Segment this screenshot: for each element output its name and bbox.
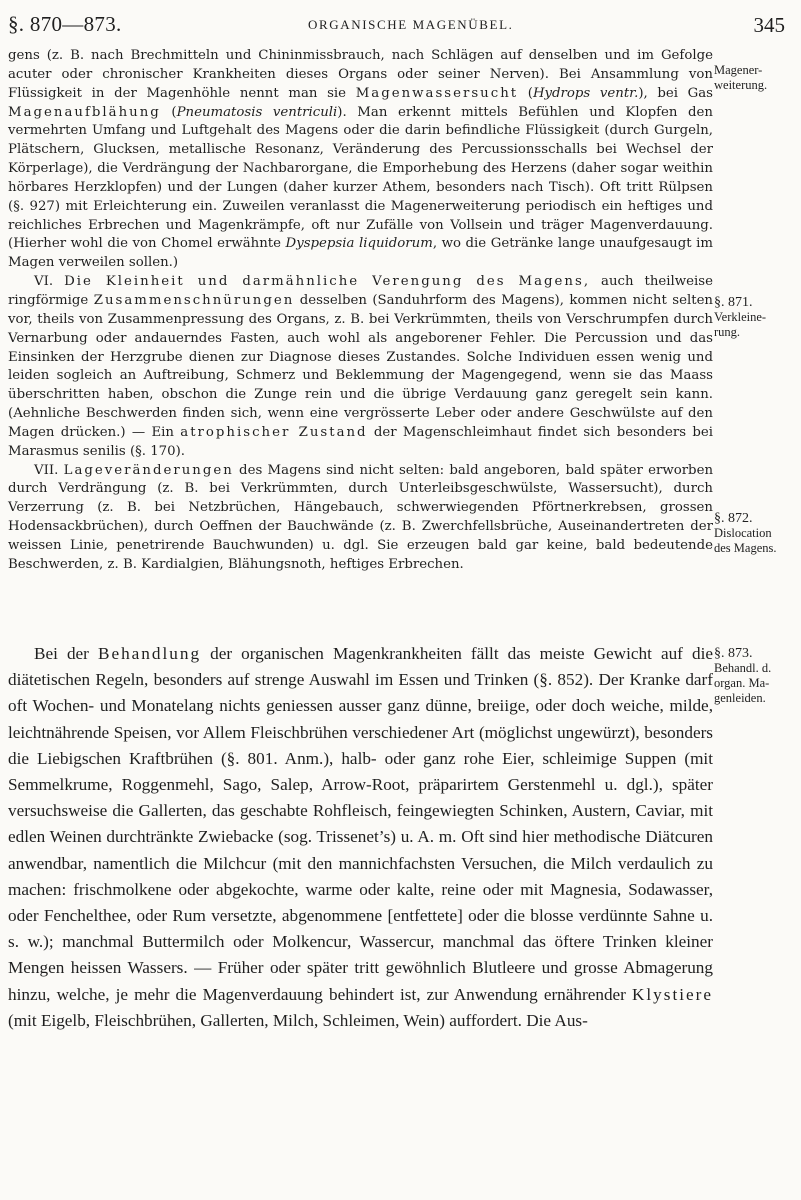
text-run: (: [160, 104, 177, 120]
page-number: 345: [753, 13, 785, 37]
latin-term: Hydrops ventr.: [532, 85, 639, 101]
text-run: (: [518, 85, 533, 101]
margin-note-line: Magener-: [714, 63, 763, 77]
page-header: [8, 12, 789, 46]
margin-section-number: §. 873.: [714, 646, 753, 661]
paragraph-verkleinerung: [8, 273, 713, 461]
term-atrophischer-zustand: atrophischer Zustand: [180, 424, 368, 440]
margin-note-line: Verkleine-: [714, 310, 767, 324]
text-run: der Magenschleimhaut findet sich besonders bei Marasmus senilis (§. 170).: [8, 424, 714, 459]
term-klystiere: Klystiere: [631, 984, 713, 1004]
section-range: §. 870—873.: [8, 12, 122, 36]
text-run: des Magens sind nicht selten: bald angeboren, bald später erworben durch Verdrängung (z. B. bei Verkrümmten, durch Unterleibsgeschwülste, Wassersucht), durch Verzerrung (z. B. bei Netzbrüchen, Hängebauch, schwerwiegenden Pförtnerkrebsen, grossen Hodensackbrüchen), durch Oeffnen der Bauchwände (z. B. Zwerchfellsbrüche, Auseinandertreten der weissen Linie, penetrirende Bauchwunden) u. dgl. Sie erzeugen bald gar keine, bald bedeutende Beschwerden, z. B. Kardialgien, Blähungsnoth, heftiges Erbrechen.: [8, 462, 714, 572]
latin-term: Dyspepsia liquidorum: [285, 236, 433, 252]
text-run: auch theilweise ringförmige: [8, 274, 713, 308]
text-run: desselben (Sanduhrform des Magens), kommen nicht selten vor, theils von Zusammenpressung des Organs, z. B. bei Verkrümmten, theils von Verschrumpfen durch Vernarbung oder andauerndes Fasten, auch wohl als angeborener Fehler. Die Percussion und das Einsinken der Herzgrube dienen zur Diagnose dieses Zustandes. Solche Individuen essen wenig und leiden sogleich an Auftreibung, Schmerz und Beklemmung der Magengegend, wenn sie das Maass überschritten haben, obschon die Zunge rein und die übrige Verdauung ganz geregelt sein kann. (Aehnliche Beschwerden finden sich, wenn eine vergrösserte Leber oder andere Geschwülste auf den Magen drücken.) — Ein: [8, 292, 713, 440]
term-magenwassersucht: Magenwassersucht: [355, 85, 519, 101]
latin-term: Pneumatosis ventriculi: [176, 104, 338, 120]
margin-note-line: Dislocation: [714, 526, 772, 540]
text-run: ). Man erkennt mittels Befühlen und Klopfen den vermehrten Umfang und Luftgehalt des Magens oder die darin befindliche Flüssigkeit (durch Gurgeln, Plätschern, Glucksen, metallische Resonanz, Veränderung des Percussionsschalls bei Wechsel der Körperlage), die Verdrängung der Nachbarorgane, die Emporhebung des Herzens (daher sogar weithin hörbares Herzklopfen) und der Lungen (daher kurzer Athem, besonders nach Tisch). Oft tritt Rülpsen (§. 927) mit Erleichterung ein. Zuweilen veranlasst die Magenerweiterung periodisch ein heftiges und reichliches Erbrechen und Magenkrämpfe, oft nur Zufälle von Vollsein und träger Magenverdauung. (Hierher wohl die von Chomel erwähnte: [8, 104, 713, 252]
term-kleinheit: Die Kleinheit und darmähnliche Verengung des Magens,: [64, 274, 591, 290]
margin-note-line: Behandl. d.: [714, 661, 772, 675]
section-numeral: VI.: [34, 274, 65, 290]
text-run: ), bei Gas: [638, 85, 714, 101]
paragraph-dislocation: [8, 462, 713, 575]
margin-note-verkleinerung: [714, 295, 798, 340]
text-run: gens (z. B. nach Brechmitteln und Chininmissbrauch, nach Schlägen auf denselben und im Gefolge acuter oder chronischer Krankheiten dieses Organs oder seiner Nerven). Bei Ansammlung von Flüssigkeit in der Magenhöhle nennt man sie: [8, 48, 713, 101]
margin-note-line: des Magens.: [714, 541, 777, 555]
margin-note-line: organ. Ma-: [714, 676, 770, 690]
text-run: (mit Eigelb, Fleischbrühen, Gallerten, Milch, Schleimen, Wein) auffordert. Die Aus-: [8, 1010, 588, 1030]
margin-note-line: weiterung.: [714, 78, 768, 92]
margin-section-number: §. 871.: [714, 295, 753, 310]
margin-note-dislocation: [714, 511, 798, 556]
paragraph-magenerweiterung: [8, 47, 713, 273]
margin-note-line: genleiden.: [714, 691, 766, 705]
running-title: ORGANISCHE MAGENÜBEL.: [308, 17, 514, 32]
small-print-block: [8, 47, 713, 575]
margin-note-magenerweiterung: [714, 63, 798, 93]
margin-section-number: §. 872.: [714, 511, 753, 526]
term-magenaufblaehung: Magenaufblähung: [8, 104, 161, 120]
section-numeral: VII.: [34, 462, 64, 478]
margin-note-behandlung: [714, 646, 798, 706]
term-lageveraenderungen: Lageveränderungen: [63, 462, 234, 478]
text-run: , wo die Getränke lange unaufgesaugt im Magen verweilen sollen.): [8, 236, 713, 271]
text-run: Bei der: [34, 644, 98, 663]
term-zusammenschnuerungen: Zusammenschnürungen: [93, 292, 295, 308]
large-print-block: [8, 641, 713, 1034]
paragraph-behandlung: [8, 641, 713, 1034]
term-behandlung: Behandlung: [97, 644, 202, 663]
text-run: der organischen Magenkrankheiten fällt das meiste Gewicht auf die diätetischen Regeln, besonders auf strenge Auswahl im Essen und Trinken (§. 852). Der Kranke darf oft Wochen- und Monatelang nichts geniessen ausser ganz dünne, breiige, oder doch weiche, milde, leichtnährende Speisen, vor Allem Fleischbrühen verschiedener Art (möglichst ungewürzt), besonders die Liebigschen Kraftbrühen (§. 801. Anm.), halb- oder ganz rohe Eier, schleimige Suppen (mit Semmelkrume, Roggenmehl, Sago, Salep, Arrow-Root, präparirtem Gerstenmehl u. dgl.), später versuchsweise die Gallerten, das geschabte Rohfleisch, feingewiegten Schinken, Austern, Caviar, mit edlen Weinen durchtränkte Zwiebacke (sog. Trissenet’s) u. A. m. Oft sind hier methodische Diätcuren anwendbar, namentlich die Milchcur (mit den mannichfachsten Versuchen, die Milch verdaulich zu machen: frischmolkene oder abgekochte, warme oder kalte, reine oder mit Magnesia, Sodawasser, oder Fenchelthee, oder Rum versetzte, abgenommene [entfettete] oder die blosse verdünnte Sahne u. s. w.); manchmal Buttermilch oder Molkencur, Wassercur, manchmal das öftere Trinken kleiner Mengen heissen Wassers. — Früher oder später tritt gewöhnlich Blutleere und grosse Abmagerung hinzu, welche, je mehr die Magenverdauung behindert ist, zur Anwendung ernährender: [8, 644, 713, 1004]
margin-note-line: rung.: [714, 325, 741, 339]
